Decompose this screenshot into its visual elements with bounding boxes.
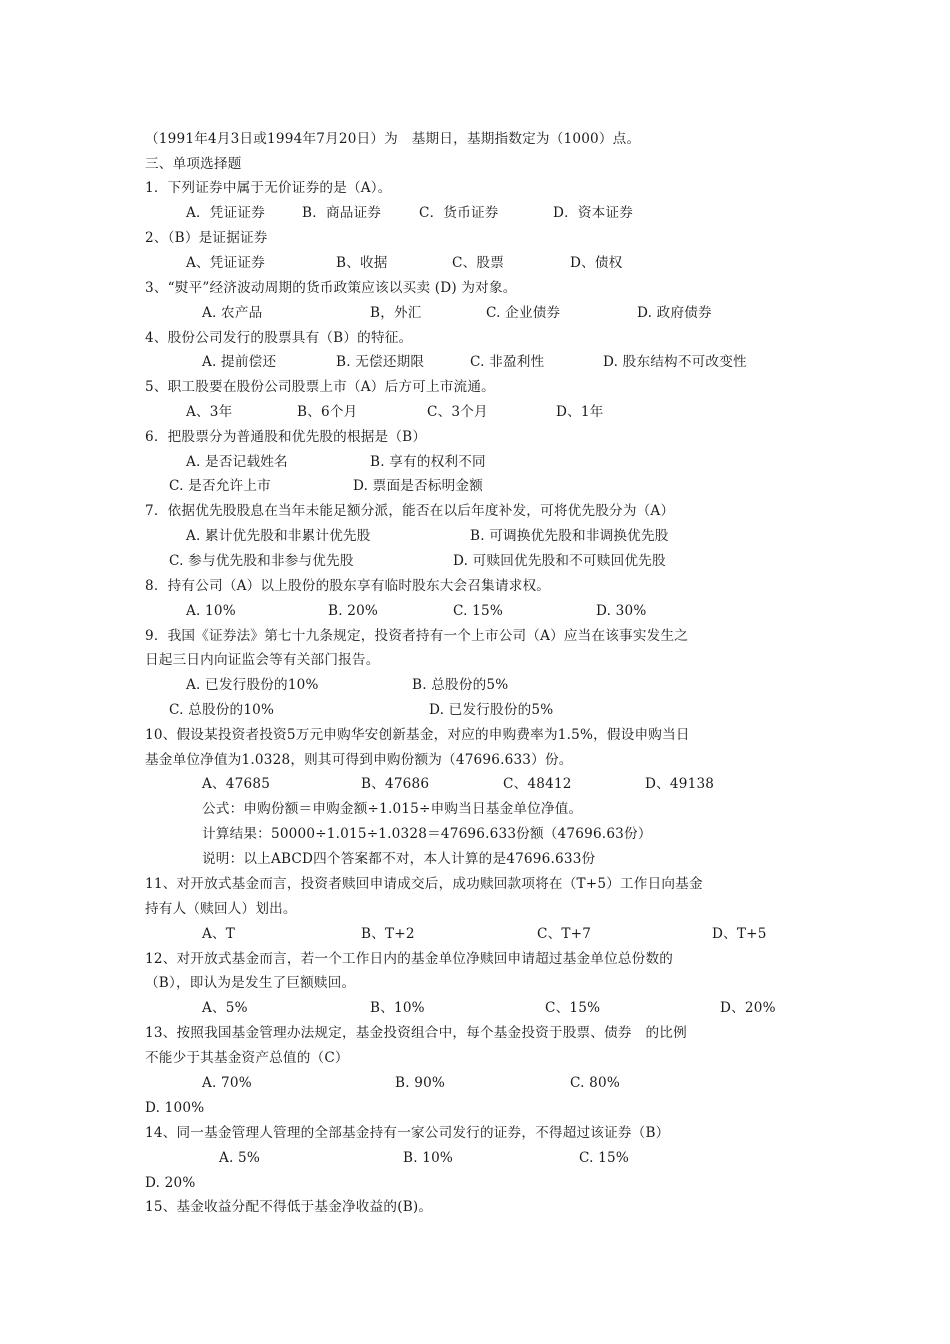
q6-option-a: A. 是否记载姓名 [186, 454, 288, 470]
q12-option-c: C、15% [545, 1000, 601, 1016]
q12-option-b: B、10% [370, 1000, 425, 1016]
q5-option-c: C、3个月 [427, 404, 488, 420]
q10-calculation: 计算结果：50000÷1.015÷1.0328＝47696.633份额（47696.63份） [202, 826, 652, 842]
q4-option-d: D. 股东结构不可改变性 [603, 354, 747, 370]
q4-option-a: A. 提前偿还 [202, 354, 277, 370]
question-14: 14、同一基金管理人管理的全部基金持有一家公司发行的证券，不得超过该证券（B） [145, 1125, 670, 1141]
q1-option-a: A．凭证证券 [186, 205, 265, 221]
q6-option-d: D. 票面是否标明金额 [353, 478, 484, 494]
question-12: 12、对开放式基金而言，若一个工作日内的基金单位净赎回申请超过基金单位总份数的 [145, 951, 674, 967]
q11-option-b: B、T+2 [361, 926, 415, 942]
question-3: 3、“熨平”经济波动周期的货币政策应该以买卖 (D) 为对象。 [145, 280, 517, 296]
q14-option-d: D. 20% [145, 1175, 196, 1191]
q13-option-b: B. 90% [395, 1075, 446, 1091]
q10-note: 说明：以上ABCD四个答案都不对，本人计算的是47696.633份 [202, 851, 596, 867]
q11-option-a: A、T [202, 926, 236, 942]
section-heading: 三、单项选择题 [145, 156, 242, 172]
q9-option-d: D. 已发行股份的5% [429, 702, 554, 718]
q5-option-a: A、3年 [186, 404, 233, 420]
q9-option-c: C. 总股份的10% [169, 702, 275, 718]
question-1: 1．下列证券中属于无价证券的是（A）。 [145, 180, 392, 196]
question-10: 10、假设某投资者投资5万元申购华安创新基金，对应的申购费率为1.5%，假设申购当日 [145, 727, 690, 743]
q14-option-b: B. 10% [403, 1150, 454, 1166]
question-2: 2、（B）是证据证券 [145, 230, 268, 246]
q13-option-d: D. 100% [145, 1100, 205, 1116]
question-4: 4、股份公司发行的股票具有（B）的特征。 [145, 330, 413, 346]
q11-option-d: D、T+5 [712, 926, 767, 942]
q6-option-b: B. 享有的权利不同 [370, 454, 486, 470]
question-13: 13、按照我国基金管理办法规定，基金投资组合中，每个基金投资于股票、债券 的比例 [145, 1025, 687, 1041]
q13-option-c: C. 80% [570, 1075, 620, 1091]
q10-option-a: A、47685 [202, 776, 271, 792]
q9-option-b: B. 总股份的5% [412, 677, 509, 693]
q2-option-a: A、凭证证券 [186, 255, 265, 271]
question-8: 8．持有公司（A）以上股份的股东享有临时股东大会召集请求权。 [145, 578, 551, 594]
q2-option-b: B、收据 [336, 255, 388, 271]
base-period-text: （1991年4月3日或1994年7月20日）为 基期日，基期指数定为（1000）点。 [145, 131, 641, 147]
q8-option-c: C. 15% [453, 603, 503, 619]
q3-option-c: C. 企业债券 [486, 305, 561, 321]
q1-option-d: D．资本证券 [553, 205, 634, 221]
q9-option-a: A. 已发行股份的10% [186, 677, 319, 693]
q3-option-a: A. 农产品 [202, 305, 263, 321]
q14-option-a: A. 5% [219, 1150, 261, 1166]
q12-option-d: D、20% [720, 1000, 776, 1016]
question-9-cont: 日起三日内向证监会等有关部门报告。 [145, 652, 380, 668]
question-6: 6．把股票分为普通股和优先股的根据是（B） [145, 429, 427, 445]
q7-option-a: A. 累计优先股和非累计优先股 [186, 528, 371, 544]
q4-option-c: C. 非盈利性 [470, 354, 545, 370]
q5-option-d: D、1年 [556, 404, 604, 420]
question-11: 11、对开放式基金而言，投资者赎回申请成交后，成功赎回款项将在（T+5）工作日向基金 [145, 876, 703, 892]
q1-option-b: B．商品证券 [302, 205, 382, 221]
q7-option-d: D. 可赎回优先股和不可赎回优先股 [453, 553, 666, 569]
question-15: 15、基金收益分配不得低于基金净收益的(B)。 [145, 1199, 433, 1215]
q7-option-b: B. 可调换优先股和非调换优先股 [470, 528, 669, 544]
question-12-cont: （B），即认为是发生了巨额赎回。 [145, 975, 356, 991]
q6-option-c: C. 是否允许上市 [169, 478, 271, 494]
q13-option-a: A. 70% [202, 1075, 252, 1091]
question-5: 5、职工股要在股份公司股票上市（A）后方可上市流通。 [145, 379, 495, 395]
q2-option-c: C、股票 [452, 255, 504, 271]
question-9: 9．我国《证券法》第七十九条规定，投资者持有一个上市公司（A）应当在该事实发生之 [145, 628, 689, 644]
q10-option-d: D、49138 [645, 776, 715, 792]
q10-option-c: C、48412 [503, 776, 572, 792]
q7-option-c: C. 参与优先股和非参与优先股 [169, 553, 354, 569]
q8-option-a: A. 10% [186, 603, 236, 619]
q10-formula: 公式：申购份额＝申购金额÷1.015÷申购当日基金单位净值。 [202, 801, 583, 817]
q2-option-d: D、债权 [570, 255, 623, 271]
question-10-cont: 基金单位净值为1.0328，则其可得到申购份额为（47696.633）份。 [145, 752, 573, 768]
question-11-cont: 持有人（赎回人）划出。 [145, 901, 297, 917]
q11-option-c: C、T+7 [537, 926, 592, 942]
q10-option-b: B、47686 [361, 776, 430, 792]
q14-option-c: C. 15% [579, 1150, 629, 1166]
q4-option-b: B. 无偿还期限 [336, 354, 425, 370]
q3-option-d: D. 政府债券 [637, 305, 712, 321]
q1-option-c: C．货币证券 [419, 205, 499, 221]
q8-option-b: B. 20% [328, 603, 379, 619]
q5-option-b: B、6个月 [297, 404, 358, 420]
q8-option-d: D. 30% [596, 603, 647, 619]
question-13-cont: 不能少于其基金资产总值的（C） [145, 1050, 349, 1066]
question-7: 7．依据优先股股息在当年未能足额分派，能否在以后年度补发，可将优先股分为（A） [145, 503, 675, 519]
q12-option-a: A、5% [202, 1000, 248, 1016]
q3-option-b: B，外汇 [370, 305, 422, 321]
